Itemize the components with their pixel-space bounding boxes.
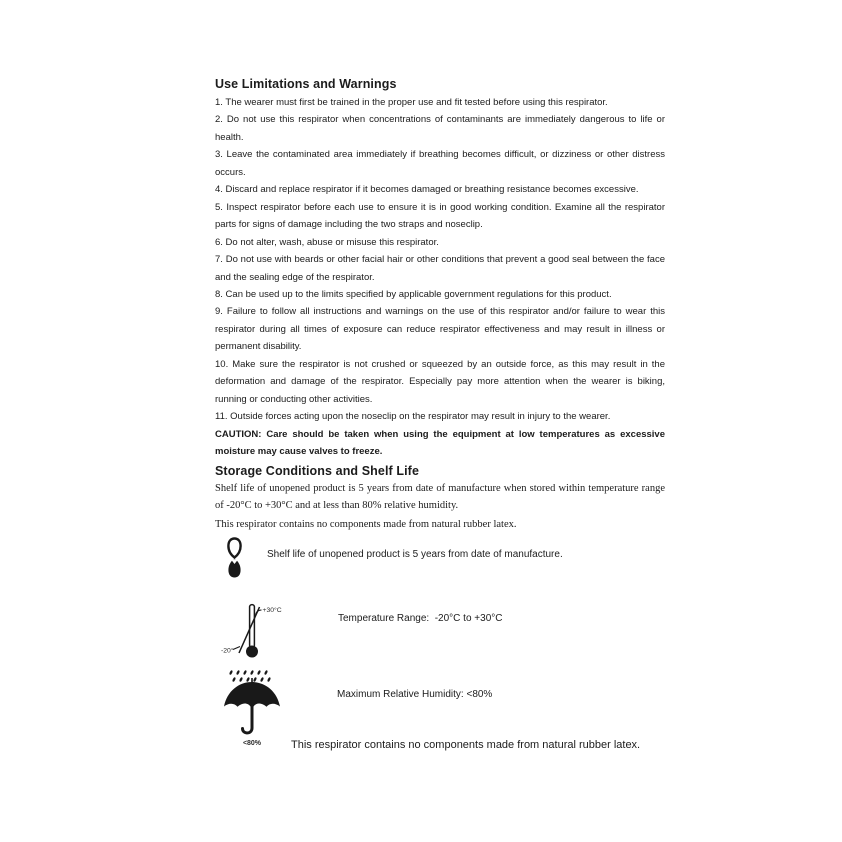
warning-item-7: 7. Do not use with beards or other facial hair or other conditions that prevent a good seal between the face and the sealing edge of the respirator. [215, 254, 665, 283]
thermometer-icon [220, 602, 282, 660]
warning-item-5: 5. Inspect respirator before each use to ensure it is in good working condition. Examine all the respirator parts for signs of damage including the two straps and noseclip. [215, 201, 665, 231]
caution-note: CAUTION: Care should be taken when using the equipment at low temperatures as excessive moisture may cause valves to freeze. [215, 428, 665, 458]
raindrops [229, 670, 271, 682]
warning-item-1: 1. The wearer must first be trained in the proper use and fit tested before using this respirator. [215, 97, 608, 108]
temperature-range-caption: Temperature Range: -20°C to +30°C [338, 613, 503, 624]
warning-item-11: 11. Outside forces acting upon the noseclip on the respirator may result in injury to the wearer. [215, 411, 611, 423]
hourglass-icon [226, 537, 243, 579]
warning-item-10: 10. Make sure the respirator is not crushed or squeezed by an outside force, as this may result in the deformation and damage of the respirator. Especially pay more attention when the wearer is biking, running or conducting other activities. [215, 358, 665, 405]
latex-paragraph: This respirator contains no components made from natural rubber latex. [215, 519, 517, 531]
warning-item-2: 2. Do not use this respirator when concentrations of contaminants are immediately dangerous to life or health. [215, 114, 665, 143]
warning-item-9: 9. Failure to follow all instructions and warnings on the use of this respirator and/or failure to wear this respirator during all times of exposure can reduce respirator effectiveness and may result in illness or permanent disability. [215, 306, 665, 353]
warning-item-4: 4. Discard and replace respirator if it becomes damaged or breathing resistance becomes excessive. [215, 184, 639, 196]
humidity-limit-label: <80% [242, 740, 262, 747]
thermometer-min-label: -20° [221, 647, 234, 655]
humidity-caption: Maximum Relative Humidity: <80% [337, 689, 493, 700]
umbrella-handle [243, 706, 253, 733]
thermometer-max-label: +30°C [262, 607, 282, 614]
warning-item-8: 8. Can be used up to the limits specified by applicable government regulations for this product. [215, 288, 612, 300]
umbrella-rain-icon [221, 668, 283, 748]
shelf-life-caption: Shelf life of unopened product is 5 years from date of manufacture. [267, 549, 563, 560]
warning-item-6: 6. Do not alter, wash, abuse or misuse this respirator. [215, 236, 439, 248]
use-limitations-heading: Use Limitations and Warnings [215, 77, 397, 91]
storage-conditions-heading: Storage Conditions and Shelf Life [215, 463, 420, 478]
shelf-life-paragraph: Shelf life of unopened product is 5 years from date of manufacture when stored within temperature range of -20°C to +30°C and at less than 80% relative humidity. [215, 482, 665, 511]
latex-bottom-statement: This respirator contains no components made from natural rubber latex. [291, 739, 641, 751]
warning-item-3: 3. Leave the contaminated area immediately if breathing becomes difficult, or dizziness or other distress occurs. [215, 149, 665, 178]
body-text-block [215, 74, 665, 534]
umbrella-canopy [224, 682, 280, 707]
